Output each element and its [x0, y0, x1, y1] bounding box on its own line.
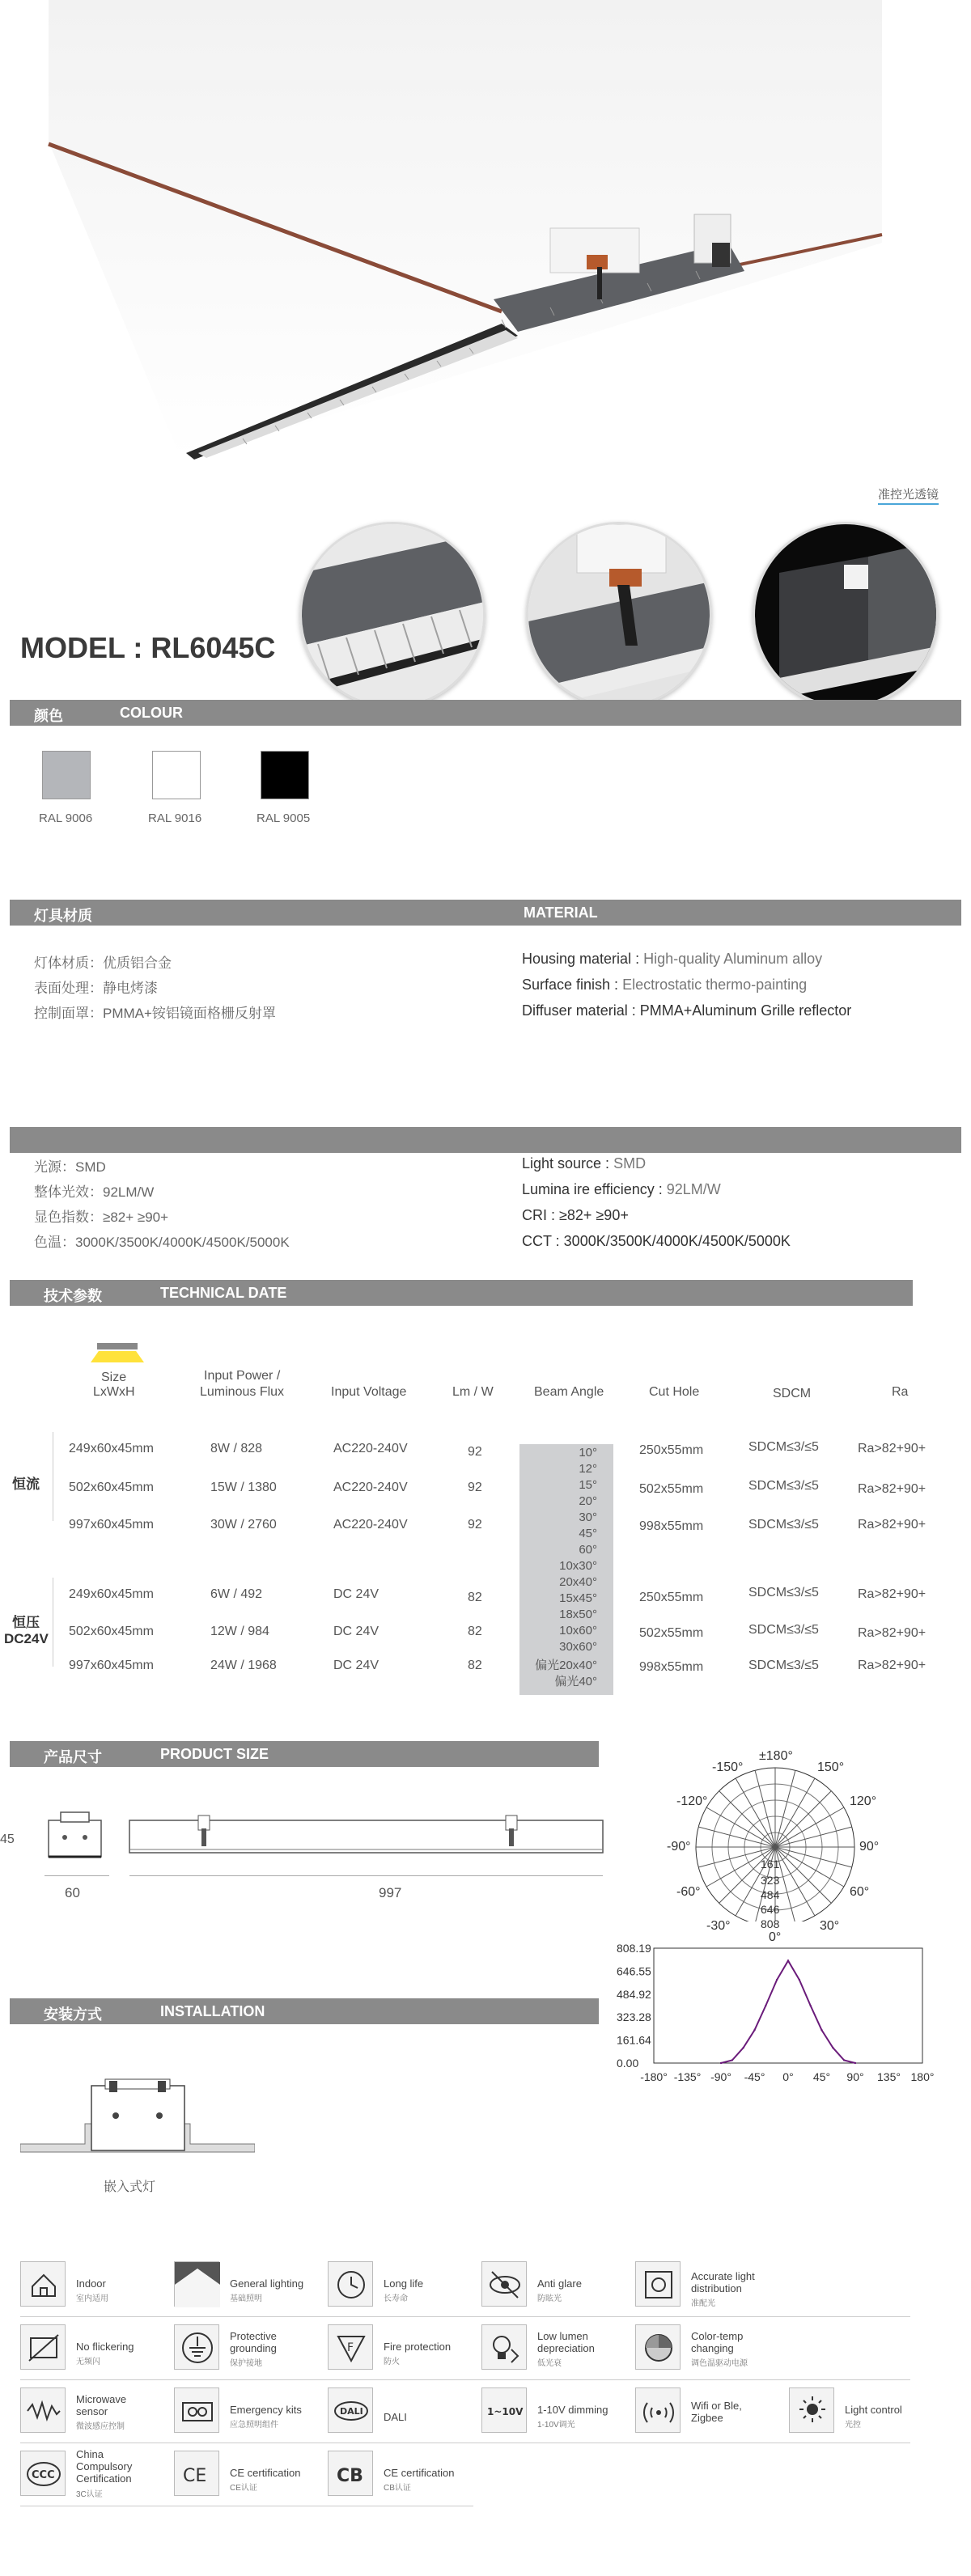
cb-glyph: CB [337, 2466, 363, 2486]
x-tick-label: -180° [640, 2070, 668, 2083]
material-cn-line: 表面处理：静电烤漆 [34, 981, 158, 996]
installation-title-en: INSTALLATION [160, 2003, 265, 2019]
intensity-point [820, 2029, 822, 2031]
beam-angle-item: 20x40° [559, 1575, 597, 1589]
detail-circle-grille [299, 522, 486, 708]
x-tick-label: 0° [782, 2070, 794, 2083]
beam-angle-item: 10x60° [559, 1624, 597, 1638]
cell-size: 997x60x45mm [69, 1659, 154, 1672]
side-view-drawing [125, 1804, 611, 1869]
swatch-label: RAL 9006 [39, 811, 93, 825]
y-tick-label: 0.00 [617, 2057, 639, 2070]
y-tick-label: 161.64 [617, 2033, 651, 2047]
feature-sub: 防眩光 [537, 2294, 562, 2303]
polar-angle-label: 150° [817, 1760, 845, 1774]
th-ra: Ra [892, 1385, 909, 1399]
feature-sub: CB认证 [384, 2484, 411, 2493]
feature-sub: 低光衰 [537, 2359, 562, 2368]
technical-section-bar [10, 1280, 913, 1306]
lens-note-underline [878, 503, 939, 505]
feature-title: 1-10V dimming [537, 2404, 608, 2416]
polar-angle-label: -30° [706, 1919, 731, 1933]
intensity-point [720, 2062, 722, 2064]
intensity-point [742, 2047, 744, 2049]
svg-text:F: F [347, 2341, 354, 2354]
dim-length-label: 997 [379, 1885, 402, 1900]
swatch-ral-9006 [42, 751, 91, 799]
polar-angle-label: 30° [820, 1919, 840, 1933]
x-tick-label: -45° [744, 2070, 765, 2083]
feature-title: Emergency kits [230, 2404, 302, 2416]
material-cn-line: 灯体材质：优质铝合金 [34, 955, 172, 971]
installation-title-cn: 安装方式 [44, 2006, 102, 2023]
y-tick-label: 323.28 [617, 2010, 651, 2024]
feature-title: Low lumen depreciation [537, 2330, 595, 2354]
accurate-light-icon [635, 2261, 681, 2307]
cell-size: 502x60x45mm [69, 1481, 154, 1494]
polar-angle-label: -60° [676, 1885, 701, 1899]
swatch-label: RAL 9005 [257, 811, 311, 825]
light-source-section-bar [10, 1127, 961, 1153]
feature-title: Indoor [76, 2277, 106, 2290]
feature-title: Fire protection [384, 2341, 452, 2353]
polar-angle-label: -150° [712, 1760, 744, 1774]
material-cn-line: 控制面罩：PMMA+铵铝镜面格栅反射罩 [34, 1006, 276, 1021]
beam-angle-item: 15° [579, 1478, 597, 1492]
feature-title: Accurate light distribution [691, 2270, 755, 2294]
cell-lmw: 82 [468, 1625, 482, 1638]
protective-grounding-icon [174, 2324, 219, 2370]
cell-voltage: AC220-240V [333, 1518, 408, 1532]
swatch-ral-9005 [261, 751, 309, 799]
th-size: Size [101, 1371, 127, 1384]
feature-sub: 微波感应控制 [76, 2422, 125, 2431]
polar-angle-label: 60° [850, 1885, 870, 1899]
th-sdcm: SDCM [773, 1387, 812, 1400]
feature-sub: 调色温驱动电源 [691, 2359, 748, 2368]
cell-cut: 998x55mm [639, 1519, 704, 1533]
light-cn-line: 整体光效：92LM/W [34, 1184, 155, 1200]
cell-cut: 250x55mm [639, 1591, 704, 1604]
cell-ra: Ra>82+90+ [858, 1659, 926, 1672]
th-beam: Beam Angle [534, 1385, 604, 1399]
intensity-point [799, 1979, 800, 1981]
beam-angle-item: 30x60° [559, 1640, 597, 1654]
product-size-section-bar [10, 1741, 599, 1767]
beam-angle-item: 60° [579, 1543, 597, 1557]
hero-image [0, 0, 971, 485]
feature-sub: 3C认证 [76, 2490, 103, 2499]
cell-sdcm: SDCM≤3/≤5 [748, 1586, 819, 1599]
material-en-line: Diffuser material : PMMA+Aluminum Grille reflector [522, 1002, 852, 1019]
feature-title: Microwave sensor [76, 2393, 127, 2417]
intensity-series-line [721, 1960, 855, 2063]
feature-sub: 室内适用 [76, 2294, 108, 2303]
material-section-bar [10, 900, 961, 926]
dim-height-label: 45 [0, 1832, 15, 1846]
size-header-icon-beam [91, 1351, 144, 1362]
icon-row-divider [20, 2379, 910, 2380]
cell-sdcm: SDCM≤3/≤5 [748, 1479, 819, 1493]
technical-title-cn: 技术参数 [44, 1288, 102, 1304]
y-tick-label: 808.19 [617, 1942, 651, 1955]
swatch-ral-9016 [152, 751, 201, 799]
ce-glyph: CE [183, 2466, 207, 2486]
cell-ra: Ra>82+90+ [858, 1482, 926, 1496]
cell-power: 15W / 1380 [210, 1481, 277, 1494]
long-life-icon [328, 2261, 373, 2307]
x-tick-label: -135° [673, 2070, 702, 2083]
beam-angle-item: 10x30° [559, 1559, 597, 1573]
microwave-icon [20, 2387, 66, 2433]
polar-angle-label: -90° [667, 1840, 691, 1854]
beam-angle-item: 12° [579, 1462, 597, 1476]
installation-caption: 嵌入式灯 [104, 2180, 156, 2194]
polar-radial-label: 323 [761, 1874, 780, 1887]
intensity-line-chart [615, 1942, 971, 2104]
cell-lmw: 82 [468, 1659, 482, 1672]
feature-sub: 光控 [845, 2421, 861, 2430]
dimming-glyph: 1~10V [487, 2406, 524, 2417]
colour-title-en: COLOUR [120, 705, 183, 721]
colour-section-bar [10, 700, 961, 726]
feature-title: General lighting [230, 2277, 304, 2290]
intensity-point [731, 2059, 733, 2061]
th-voltage: Input Voltage [331, 1385, 407, 1399]
cell-voltage: AC220-240V [333, 1442, 408, 1455]
model-title: MODEL : RL6045C [20, 631, 276, 664]
feature-title: Light control [845, 2404, 902, 2416]
no-flickering-icon [20, 2324, 66, 2370]
group-label-cv: 恒压 [12, 1615, 40, 1630]
beam-angle-item: 45° [579, 1527, 597, 1540]
detail-circle-clip [526, 522, 712, 708]
end-view-drawing [40, 1808, 113, 1869]
cell-voltage: DC 24V [333, 1587, 379, 1601]
polar-radial-label: 161 [761, 1858, 780, 1871]
dali-glyph: DALI [340, 2406, 363, 2417]
x-tick-label: 135° [877, 2070, 901, 2083]
dali-icon [328, 2387, 373, 2433]
indoor-icon [20, 2261, 66, 2307]
product-size-title-en: PRODUCT SIZE [160, 1746, 269, 1762]
cell-sdcm: SDCM≤3/≤5 [748, 1440, 819, 1454]
beam-angle-item: 20° [579, 1494, 597, 1508]
cell-sdcm: SDCM≤3/≤5 [748, 1518, 819, 1532]
beam-angle-item: 偏光20x40° [535, 1659, 597, 1672]
detail-circle-end [753, 522, 939, 708]
intensity-point [765, 2005, 766, 2006]
general-lighting-icon [174, 2261, 219, 2307]
cell-cut: 502x55mm [639, 1626, 704, 1640]
cell-power: 12W / 984 [210, 1625, 269, 1638]
polar-radial-label: 646 [761, 1903, 780, 1916]
cell-size: 249x60x45mm [69, 1442, 154, 1455]
th-lmw: Lm / W [452, 1385, 494, 1399]
material-title-en: MATERIAL [524, 905, 598, 921]
swatch-label: RAL 9016 [148, 811, 202, 825]
light-cn-line: 光源：SMD [34, 1159, 106, 1175]
feature-sub: 保护接地 [230, 2359, 262, 2368]
color-temp-icon [635, 2324, 681, 2370]
material-en-line: Housing material : High-quality Aluminum alloy [522, 951, 823, 967]
feature-title: Long life [384, 2277, 424, 2290]
light-en-line: Lumina ire efficiency : 92LM/W [522, 1181, 721, 1197]
polar-radial-label: 808 [761, 1917, 780, 1930]
feature-sub: 基础照明 [230, 2294, 262, 2303]
cell-size: 249x60x45mm [69, 1587, 154, 1601]
x-tick-label: -90° [710, 2070, 731, 2083]
installation-section-bar [10, 1998, 599, 2024]
lens-note-label: 准控光透镜 [878, 488, 939, 502]
polar-chart [664, 1760, 971, 1921]
cell-size: 997x60x45mm [69, 1518, 154, 1532]
light-control-icon [789, 2387, 834, 2433]
size-header-icon [97, 1343, 138, 1349]
cell-sdcm: SDCM≤3/≤5 [748, 1659, 819, 1672]
fire-protection-icon [328, 2324, 373, 2370]
icon-row-divider [20, 2316, 910, 2317]
wifi-icon [635, 2387, 681, 2433]
light-cn-line: 色温：3000K/3500K/4000K/4500K/5000K [34, 1235, 290, 1250]
beam-angle-item: 30° [579, 1510, 597, 1524]
feature-title: CE certification [384, 2467, 455, 2479]
beam-angle-item: 10° [579, 1446, 597, 1460]
polar-angle-label: -120° [676, 1794, 708, 1808]
intensity-point [809, 2005, 811, 2006]
intensity-point [753, 2029, 755, 2031]
feature-sub: CE认证 [230, 2484, 257, 2493]
polar-angle-label: 90° [859, 1840, 880, 1854]
cell-power: 8W / 828 [210, 1442, 263, 1455]
feature-sub: 无频闪 [76, 2358, 100, 2366]
low-lumen-icon [481, 2324, 527, 2370]
cell-power: 30W / 2760 [210, 1518, 277, 1532]
beam-angle-item: 偏光40° [554, 1675, 597, 1688]
feature-title: CE certification [230, 2467, 301, 2479]
intensity-point [776, 1979, 778, 1981]
th-power: Input Power / [204, 1369, 281, 1383]
hero-illustration [0, 0, 971, 485]
light-cn-line: 显色指数：≥82+ ≥90+ [34, 1210, 169, 1225]
ccc-icon [20, 2451, 66, 2496]
intensity-point [787, 1960, 789, 1961]
feature-sub: 应急照明组件 [230, 2421, 278, 2430]
ce-icon [174, 2451, 219, 2496]
cell-lmw: 92 [468, 1481, 482, 1494]
y-tick-label: 484.92 [617, 1987, 651, 2001]
cell-sdcm: SDCM≤3/≤5 [748, 1623, 819, 1637]
polar-angle-label: 0° [769, 1930, 782, 1944]
cell-voltage: AC220-240V [333, 1481, 408, 1494]
feature-sub: 长寿命 [384, 2294, 408, 2303]
emergency-icon [174, 2387, 219, 2433]
beam-angle-item: 15x45° [559, 1591, 597, 1605]
cell-cut: 502x55mm [639, 1482, 704, 1496]
y-tick-label: 646.55 [617, 1964, 651, 1978]
th-cut: Cut Hole [649, 1385, 700, 1399]
cell-ra: Ra>82+90+ [858, 1626, 926, 1640]
polar-angle-label: 120° [850, 1794, 877, 1808]
feature-title: Protective grounding [230, 2330, 277, 2354]
group-label-cv-voltage: DC24V [4, 1631, 49, 1646]
x-tick-label: 180° [910, 2070, 935, 2083]
beam-angle-item: 18x50° [559, 1608, 597, 1621]
feature-title: Anti glare [537, 2277, 582, 2290]
cell-cut: 250x55mm [639, 1443, 704, 1457]
x-tick-label: 90° [846, 2070, 864, 2083]
feature-title: Color-temp changing [691, 2330, 744, 2354]
anti-glare-icon [481, 2261, 527, 2307]
beam-angle-column [519, 1444, 613, 1695]
dim-width-label: 60 [65, 1885, 80, 1900]
cell-cut: 998x55mm [639, 1660, 704, 1674]
svg-text:CCC: CCC [32, 2469, 55, 2481]
dimming-icon [481, 2387, 527, 2433]
feature-title: China Compulsory Certification [76, 2448, 133, 2485]
light-en-line: CRI : ≥82+ ≥90+ [522, 1207, 629, 1223]
x-tick-label: 45° [812, 2070, 831, 2083]
cell-lmw: 92 [468, 1518, 482, 1532]
cb-icon [328, 2451, 373, 2496]
polar-angle-label: ±180° [759, 1749, 793, 1763]
cell-lmw: 92 [468, 1445, 482, 1459]
dim-line [45, 1875, 109, 1876]
chart-frame [654, 1948, 922, 2063]
cell-lmw: 82 [468, 1591, 482, 1604]
th-size-sub: LxWxH [93, 1385, 135, 1399]
cell-ra: Ra>82+90+ [858, 1587, 926, 1601]
light-en-line: CCT : 3000K/3500K/4000K/4500K/5000K [522, 1233, 791, 1249]
product-size-title-cn: 产品尺寸 [44, 1749, 102, 1765]
cell-size: 502x60x45mm [69, 1625, 154, 1638]
feature-sub: 1-10V调光 [537, 2421, 575, 2430]
intensity-point [843, 2059, 845, 2061]
group-label-cc: 恒流 [12, 1477, 40, 1492]
cell-power: 6W / 492 [210, 1587, 263, 1601]
material-title-cn: 灯具材质 [34, 908, 92, 924]
feature-title: Wifi or Ble, Zigbee [691, 2400, 742, 2424]
intensity-point [832, 2047, 833, 2049]
cell-voltage: DC 24V [333, 1625, 379, 1638]
feature-title: No flickering [76, 2341, 134, 2353]
installation-drawing [20, 2071, 255, 2160]
polar-radial-label: 484 [761, 1888, 780, 1901]
feature-sub: 准配光 [691, 2299, 715, 2308]
technical-title-en: TECHNICAL DATE [160, 1285, 287, 1301]
colour-title-cn: 颜色 [34, 708, 63, 724]
dim-line [129, 1875, 603, 1876]
cell-ra: Ra>82+90+ [858, 1442, 926, 1455]
th-power-sub: Luminous Flux [200, 1385, 285, 1399]
feature-title: DALI [384, 2411, 407, 2423]
intensity-point [854, 2062, 856, 2064]
feature-sub: 防火 [384, 2358, 400, 2366]
cell-ra: Ra>82+90+ [858, 1518, 926, 1532]
cell-power: 24W / 1968 [210, 1659, 277, 1672]
material-en-line: Surface finish : Electrostatic thermo-painting [522, 977, 808, 993]
light-en-line: Light source : SMD [522, 1155, 647, 1171]
cell-voltage: DC 24V [333, 1659, 379, 1672]
